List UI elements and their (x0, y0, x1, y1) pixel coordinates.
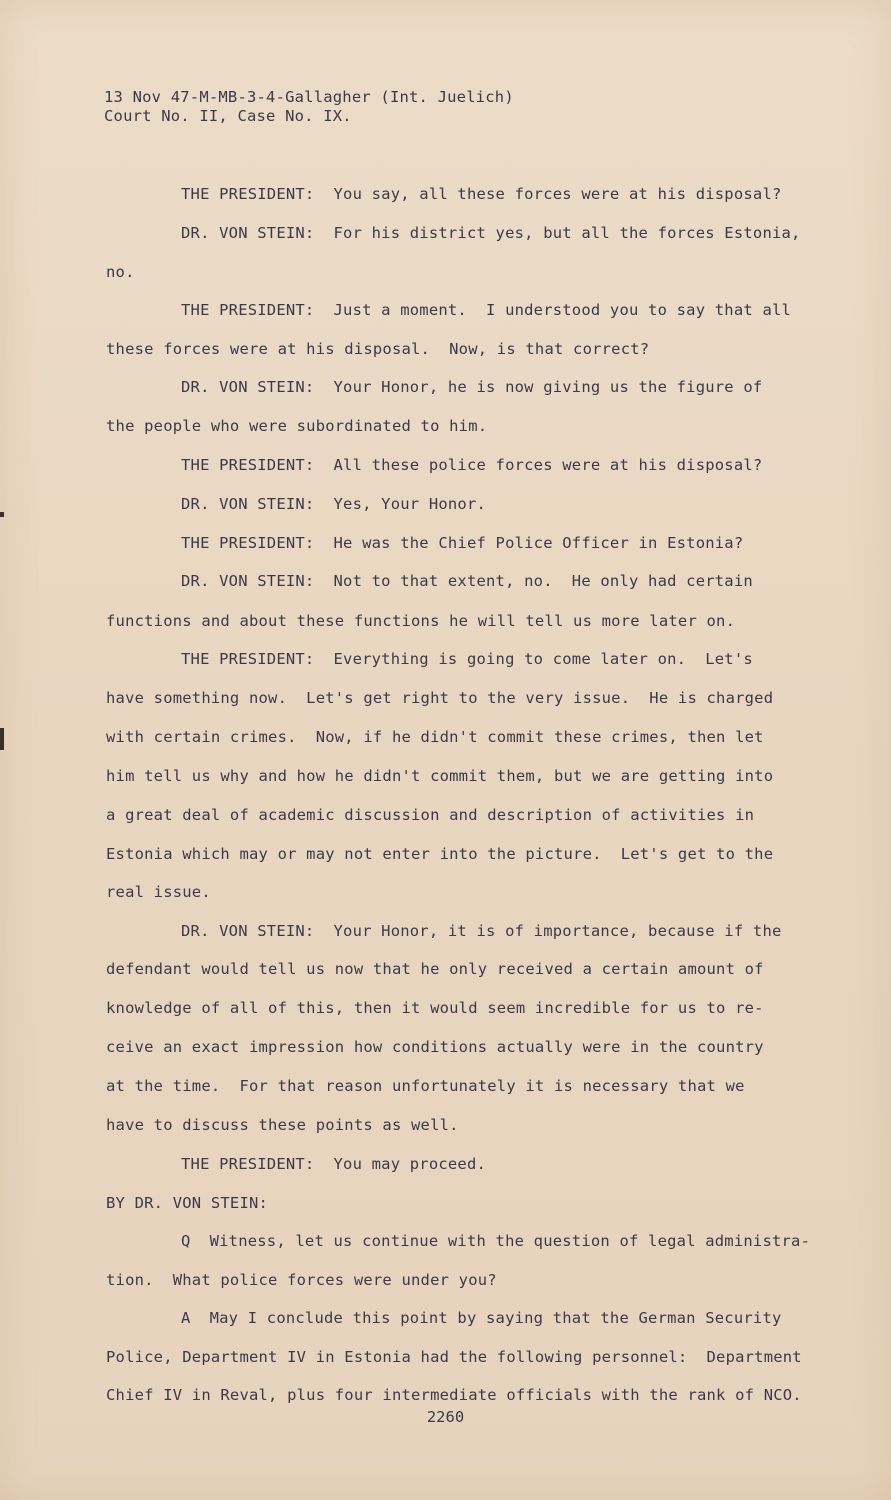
transcript-line: A May I conclude this point by saying that the German Security (181, 1309, 782, 1327)
transcript-line: have to discuss these points as well. (106, 1116, 459, 1134)
transcript-line: BY DR. VON STEIN: (106, 1194, 269, 1212)
transcript-line: real issue. (106, 883, 211, 901)
transcript-line: THE PRESIDENT: Just a moment. I understood you to say that all (181, 301, 792, 319)
transcript-line: Chief IV in Reval, plus four intermediate officials with the rank of NCO. (106, 1386, 802, 1404)
transcript-line: DR. VON STEIN: For his district yes, but all the forces Estonia, (181, 224, 801, 242)
transcript-line: a great deal of academic discussion and description of activities in (106, 806, 755, 824)
page-number: 2260 (426, 1408, 465, 1426)
transcript-line: Q Witness, let us continue with the question of legal administra- (181, 1232, 811, 1250)
transcript-line: THE PRESIDENT: He was the Chief Police Officer in Estonia? (181, 534, 744, 552)
transcript-line: with certain crimes. Now, if he didn't commit these crimes, then let (106, 728, 764, 746)
header-line-1: 13 Nov 47-M-MB-3-4-Gallagher (Int. Juelich) (104, 88, 514, 106)
transcript-line: have something now. Let's get right to the very issue. He is charged (106, 689, 774, 707)
binding-mark (0, 512, 4, 517)
transcript-line: no. (106, 263, 135, 281)
binding-mark (0, 728, 4, 750)
transcript-line: Estonia which may or may not enter into the picture. Let's get to the (106, 845, 774, 863)
transcript-line: THE PRESIDENT: You say, all these forces were at his disposal? (181, 185, 782, 203)
transcript-line: functions and about these functions he will tell us more later on. (106, 612, 736, 630)
transcript-line: defendant would tell us now that he only received a certain amount of (106, 960, 764, 978)
header-line-2: Court No. II, Case No. IX. (104, 107, 352, 125)
transcript-line: DR. VON STEIN: Your Honor, he is now giving us the figure of (181, 378, 763, 396)
transcript-line: him tell us why and how he didn't commit them, but we are getting into (106, 767, 774, 785)
transcript-line: DR. VON STEIN: Your Honor, it is of importance, because if the (181, 922, 782, 940)
transcript-line: ceive an exact impression how conditions actually were in the country (106, 1038, 764, 1056)
transcript-line: the people who were subordinated to him. (106, 417, 488, 435)
transcript-line: Police, Department IV in Estonia had the following personnel: Department (106, 1348, 802, 1366)
transcript-line: THE PRESIDENT: All these police forces were at his disposal? (181, 456, 763, 474)
transcript-line: tion. What police forces were under you? (106, 1271, 497, 1289)
transcript-line: knowledge of all of this, then it would seem incredible for us to re- (106, 999, 764, 1017)
transcript-line: DR. VON STEIN: Yes, Your Honor. (181, 495, 487, 513)
transcript-line: at the time. For that reason unfortunately it is necessary that we (106, 1077, 745, 1095)
transcript-line: THE PRESIDENT: You may proceed. (181, 1155, 487, 1173)
transcript-line: these forces were at his disposal. Now, is that correct? (106, 340, 650, 358)
transcript-line: DR. VON STEIN: Not to that extent, no. He only had certain (181, 572, 753, 590)
transcript-line: THE PRESIDENT: Everything is going to come later on. Let's (181, 650, 753, 668)
